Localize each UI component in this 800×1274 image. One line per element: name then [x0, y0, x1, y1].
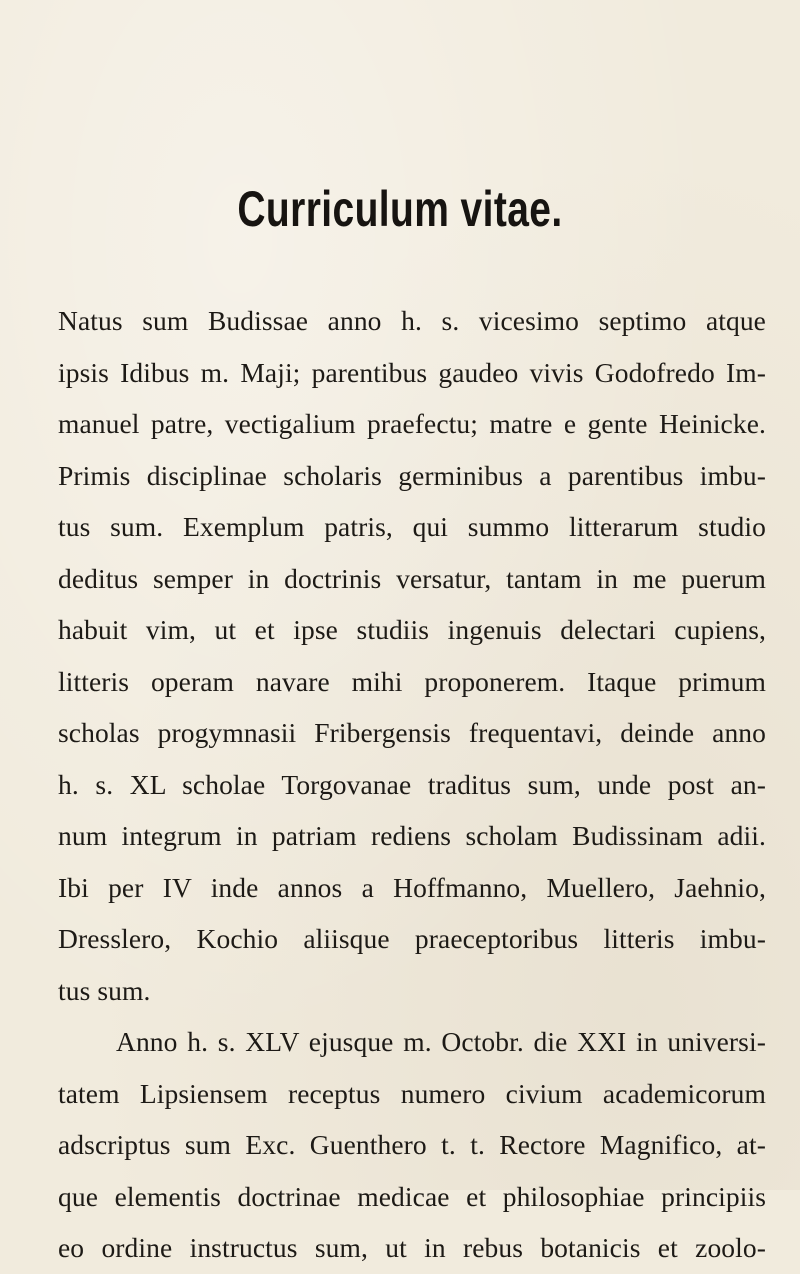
page-title: Curriculum vitae. — [237, 181, 563, 237]
text-line: eo ordine instructus sum, ut in rebus botanicis et zoolo- — [58, 1232, 766, 1263]
text-line: tus sum. — [58, 974, 151, 1006]
text-line: h. s. XL scholae Torgovanae traditus sum, unde post an- — [58, 768, 766, 800]
text-line: scholas progymnasii Fribergensis frequentavi, deinde anno — [58, 717, 766, 748]
curriculum-text — [58, 295, 766, 1274]
text-line: tus sum. Exemplum patris, qui summo litterarum studio — [58, 511, 766, 542]
text-line: tatem Lipsiensem receptus numero civium academicorum — [58, 1077, 766, 1109]
text-line: ipsis Idibus m. Maji; parentibus gaudeo vivis Godofredo Im- — [58, 356, 766, 388]
text-line: deditus semper in doctrinis versatur, tantam in me puerum — [58, 562, 766, 594]
text-line: manuel patre, vectigalium praefectu; matre e gente Heinicke. — [58, 408, 766, 439]
text-line: num integrum in patriam rediens scholam Budissinam adii. — [58, 820, 766, 851]
text-line: Natus sum Budissae anno h. s. vicesimo septimo atque — [58, 305, 766, 336]
text-line: que elementis doctrinae medicae et philosophiae principiis — [58, 1180, 766, 1212]
text-line: adscriptus sum Exc. Guenthero t. t. Rectore Magnifico, at- — [58, 1129, 766, 1160]
text-line: Primis disciplinae scholaris germinibus a parentibus imbu- — [58, 459, 766, 491]
text-line: litteris operam navare mihi proponerem. Itaque primum — [58, 665, 766, 697]
text-line: Ibi per IV inde annos a Hoffmanno, Muellero, Jaehnio, — [58, 871, 766, 903]
text-line: habuit vim, ut et ipse studiis ingenuis delectari cupiens, — [58, 614, 766, 645]
text-line: Anno h. s. XLV ejusque m. Octobr. die XXI in universi- — [116, 1026, 766, 1057]
text-line: Dresslero, Kochio aliisque praeceptoribus litteris imbu- — [58, 923, 766, 954]
